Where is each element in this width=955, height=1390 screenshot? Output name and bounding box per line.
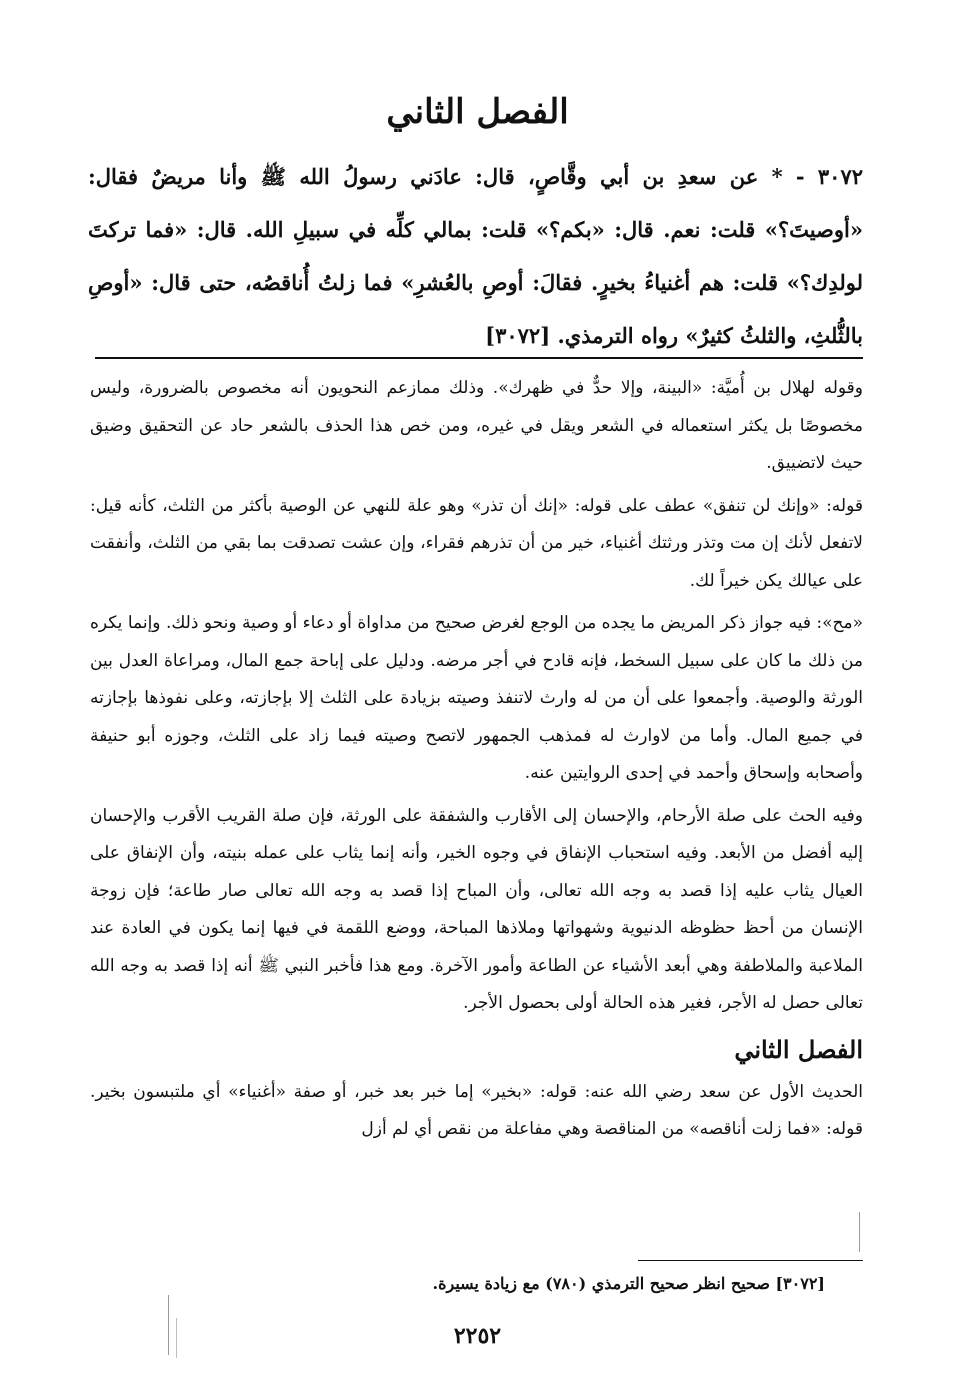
commentary-paragraph: الحديث الأول عن سعد رضي الله عنه: قوله: «بخير» إما خبر بعد خبر، أو صفة «أغنياء» أي ملتبسون بخير. قوله: «فما زلت أناقصه» من المناقصة وهي مفاعلة من نقص أي لم أزل xyxy=(90,1081,863,1139)
page-number: ٢٢٥٢ xyxy=(453,1323,502,1349)
hadith-text: عن سعدِ بن أبي وقَّاصٍ، قال: عادَني رسولُ الله ﷺ وأنا مريضٌ فقال: «أوصيتَ؟» قلت: نعم. قال: «بكم؟» قلت: بمالي كلِّه في سبيلِ الله. قال: «فما تركتَ لولدِك؟» قلت: هم أغنياءُ بخيرٍ. فقالَ: أوصِ بالعُشرِ» فما زلتُ أُناقصُه، حتى قال: «أوصِ بالثُّلثِ، والثلثُ كثيرٌ» رواه الترمذي. xyxy=(88,164,863,348)
separator-line xyxy=(95,357,863,359)
scan-artifact-line xyxy=(859,1212,860,1252)
hadith-reference: [٣٠٧٢] xyxy=(485,323,551,348)
commentary-paragraph: «مح»: فيه جواز ذكر المريض ما يجده من الوجع لغرض صحيح من مداواة أو دعاء أو وصية ونحو ذلك. وإنما يكره من ذلك ما كان على سبيل السخط، فإنه قادح في أجر مرضه. ودليل على إباحة جمع المال، ومراعاة العدل بين الورثة والوصية. وأجمعوا على أن من له وارث لاتنفذ وصيته بزيادة على الثلث إلا بإجازته، وعلى نفوذها بإجازته في جميع المال. وأما من لاوارث له فمذهب الجمهور لاتصح وصيته فيما زاد على الثلث، وجوزه أبو حنيفة وأصحابه وإسحاق وأحمد في إحدى الروايتين عنه. xyxy=(90,613,863,783)
chapter-title: الفصل الثاني xyxy=(386,92,569,132)
commentary-block xyxy=(90,370,863,1154)
footnote-separator xyxy=(638,1260,863,1261)
footnote: [٣٠٧٢] صحيح انظر صحيح الترمذي (٧٨٠) مع زيادة يسيرة. xyxy=(432,1274,825,1293)
hadith-number: ٣٠٧٢ - * xyxy=(771,164,864,189)
hadith-block xyxy=(88,150,863,362)
commentary-paragraph: وقوله لهلال بن أُميَّة: «البينة، وإلا حدٌّ في ظهرك». وذلك ممازعم النحويون أنه مخصوص بالضرورة، وليس مخصوصًا بل يكثر استعماله في الشعر ويقل في غيره، ومن خص هذا الحذف بالشعر حاد عن التحقيق وضيق حيث لاتضييق. xyxy=(90,378,863,473)
commentary-paragraph: وفيه الحث على صلة الأرحام، والإحسان إلى الأقارب والشفقة على الورثة، فإن صلة القريب الأقرب والإحسان إليه أفضل من الأبعد. وفيه استحباب الإنفاق في وجوه الخير، وأنه إنما يثاب على عمله بنيته، وأن الإنفاق على العيال يثاب عليه إذا قصد به وجه الله تعالى، وأن المباح إذا قصد به وجه الله تعالى صار طاعة؛ فإن زوجة الإنسان من أحظ حظوظه الدنيوية وشهواتها وملاذها المباحة، ووضع اللقمة في فيها إنما يكون في العادة عند الملاعبة والملاطفة وهي أبعد الأشياء عن الطاعة وأمور الآخرة. ومع هذا فأخبر النبي ﷺ أنه إذا قصد به وجه الله تعالى حصل له الأجر، فغير هذه الحالة أولى بحصول الأجر. xyxy=(90,805,863,1013)
commentary-paragraph: قوله: «وإنك لن تنفق» عطف على قوله: «إنك أن تذر» وهو علة للنهي عن الوصية بأكثر من الثلث، كأنه قيل: لاتفعل لأنك إن مت وتذر ورثتك أغنياء، خير من أن تذرهم فقراء، وإن عشت تصدقت بما بقي من الثلث، وأنفقت على عيالك يكن خيراً لك. xyxy=(90,495,863,591)
section-subheading: الفصل الثاني xyxy=(734,1034,863,1064)
